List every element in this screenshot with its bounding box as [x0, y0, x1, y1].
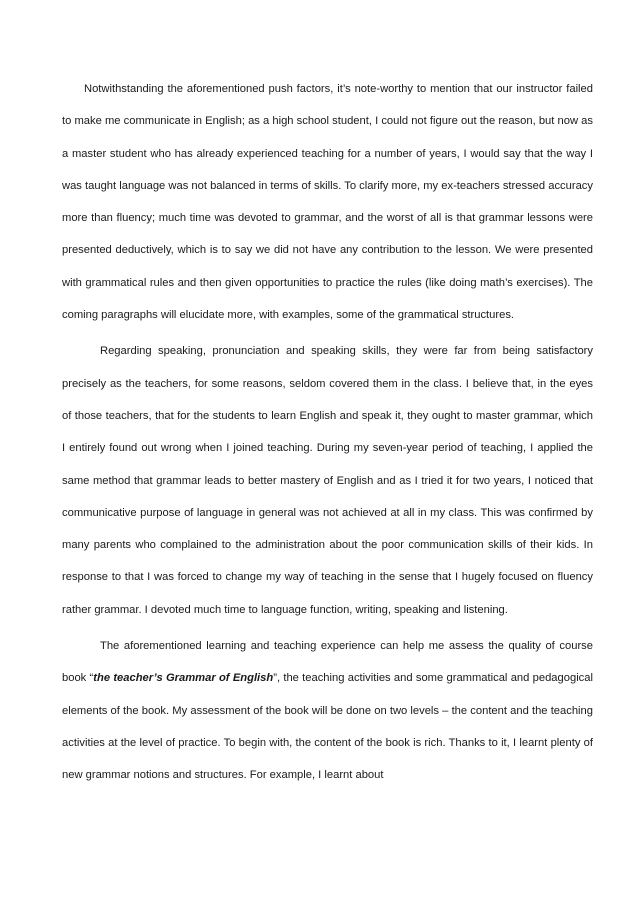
paragraph-1: Notwithstanding the aforementioned push factors, it’s note-worthy to mention that our instructor failed to make me communicate in English; as a high school student, I could not figure out the reason, but now as a master student who has already experienced teaching for a number of years, I would say that the way I was taught language was not balanced in terms of skills. To clarify more, my ex-teachers stressed accuracy more than fluency; much time was devoted to grammar, and the worst of all is that grammar lessons were presented deductively, which is to say we did not have any contribution to the lesson. We were presented with grammatical rules and then given opportunities to practice the rules (like doing math’s exercises). The coming paragraphs will elucidate more, with examples, some of the grammatical structures. [62, 83, 593, 322]
paragraph-3-text-before: The aforementioned learning and teaching experience can help me assess the quality of course book “ [62, 640, 593, 685]
book-title: the teacher’s Grammar of English [93, 672, 274, 685]
paragraph-3-text-after: ”, the teaching activities and some grammatical and pedagogical elements of the book. My assessment of the book will be done on two levels – the content and the teaching activities at the level of practice. To begin with, the content of the book is rich. Thanks to it, I learnt plenty of new grammar notions and structures. For example, I learnt about [62, 672, 593, 782]
paragraph-2: Regarding speaking, pronunciation and speaking skills, they were far from being satisfactory precisely as the teachers, for some reasons, seldom covered them in the class. I believe that, in the eyes of those teachers, that for the students to learn English and speak it, they ought to master grammar, which I entirely found out wrong when I joined teaching. During my seven-year period of teaching, I applied the same method that grammar leads to better mastery of English and as I tried it for two years, I noticed that communicative purpose of language in general was not achieved at all in my class. This was confirmed by many parents who complained to the administration about the poor communication skills of their kids. In response to that I was forced to change my way of teaching in the sense that I hugely focused on fluency rather grammar. I devoted much time to language function, writing, speaking and listening. [62, 345, 593, 616]
document-body [62, 73, 593, 792]
paragraph-3 [62, 630, 593, 791]
